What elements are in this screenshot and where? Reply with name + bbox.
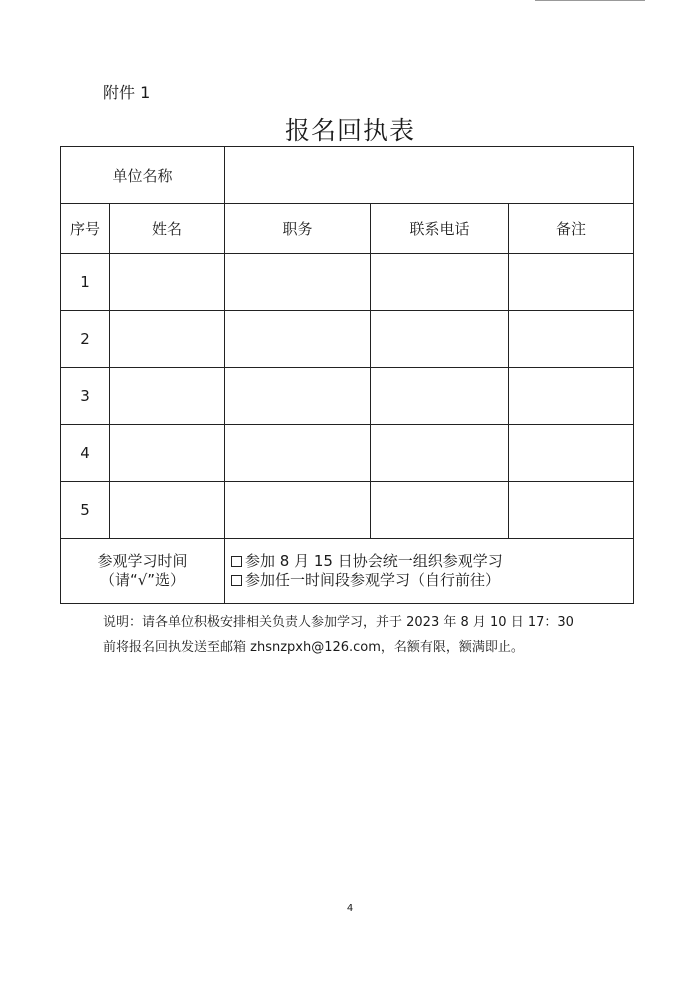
header-phone: 联系电话 xyxy=(371,204,509,254)
name-cell[interactable] xyxy=(110,311,225,368)
visit-options xyxy=(225,539,634,604)
header-index: 序号 xyxy=(61,204,110,254)
visit-option-label: 参加任一时间段参观学习（自行前往） xyxy=(245,571,501,589)
table-row xyxy=(61,311,634,368)
phone-cell[interactable] xyxy=(371,311,509,368)
table-row xyxy=(61,368,634,425)
row-index: 1 xyxy=(61,254,110,311)
name-cell[interactable] xyxy=(110,425,225,482)
row-index: 2 xyxy=(61,311,110,368)
remarks-cell[interactable] xyxy=(509,482,634,539)
phone-cell[interactable] xyxy=(371,425,509,482)
row-index: 4 xyxy=(61,425,110,482)
position-cell[interactable] xyxy=(225,482,371,539)
checkbox-icon[interactable] xyxy=(231,556,242,567)
position-cell[interactable] xyxy=(225,368,371,425)
note-text xyxy=(103,610,623,660)
note-line-2: 前将报名回执发送至邮箱 zhsnzpxh@126.com，名额有限，额满即止。 xyxy=(103,640,524,655)
row-index: 5 xyxy=(61,482,110,539)
table-row xyxy=(61,254,634,311)
remarks-cell[interactable] xyxy=(509,254,634,311)
unit-name-label: 单位名称 xyxy=(61,147,225,204)
table-row xyxy=(61,425,634,482)
remarks-cell[interactable] xyxy=(509,425,634,482)
name-cell[interactable] xyxy=(110,368,225,425)
name-cell[interactable] xyxy=(110,482,225,539)
unit-row xyxy=(61,147,634,204)
page-number: 4 xyxy=(346,903,354,914)
visit-option-group[interactable] xyxy=(231,552,633,571)
header-row xyxy=(61,204,634,254)
position-cell[interactable] xyxy=(225,254,371,311)
position-cell[interactable] xyxy=(225,425,371,482)
table-row xyxy=(61,482,634,539)
header-position: 职务 xyxy=(225,204,371,254)
visit-label-line2: （请“√”选） xyxy=(99,571,186,589)
name-cell[interactable] xyxy=(110,254,225,311)
attachment-label: 附件 1 xyxy=(103,83,151,102)
visit-option-label: 参加 8 月 15 日协会统一组织参观学习 xyxy=(245,552,503,570)
visit-option-self[interactable] xyxy=(231,571,633,590)
header-name: 姓名 xyxy=(110,204,225,254)
checkbox-icon[interactable] xyxy=(231,575,242,586)
registration-table xyxy=(60,146,634,604)
phone-cell[interactable] xyxy=(371,368,509,425)
header-remarks: 备注 xyxy=(509,204,634,254)
unit-name-field[interactable] xyxy=(225,147,634,204)
remarks-cell[interactable] xyxy=(509,311,634,368)
phone-cell[interactable] xyxy=(371,482,509,539)
visit-label-line1: 参观学习时间 xyxy=(97,552,188,570)
form-title: 报名回执表 xyxy=(284,116,415,145)
visit-time-label xyxy=(61,539,225,604)
remarks-cell[interactable] xyxy=(509,368,634,425)
position-cell[interactable] xyxy=(225,311,371,368)
phone-cell[interactable] xyxy=(371,254,509,311)
top-edge-line xyxy=(535,0,645,1)
row-index: 3 xyxy=(61,368,110,425)
visit-row xyxy=(61,539,634,604)
note-line-1: 说明：请各单位积极安排相关负责人参加学习，并于 2023 年 8 月 10 日 17：30 xyxy=(103,615,574,630)
